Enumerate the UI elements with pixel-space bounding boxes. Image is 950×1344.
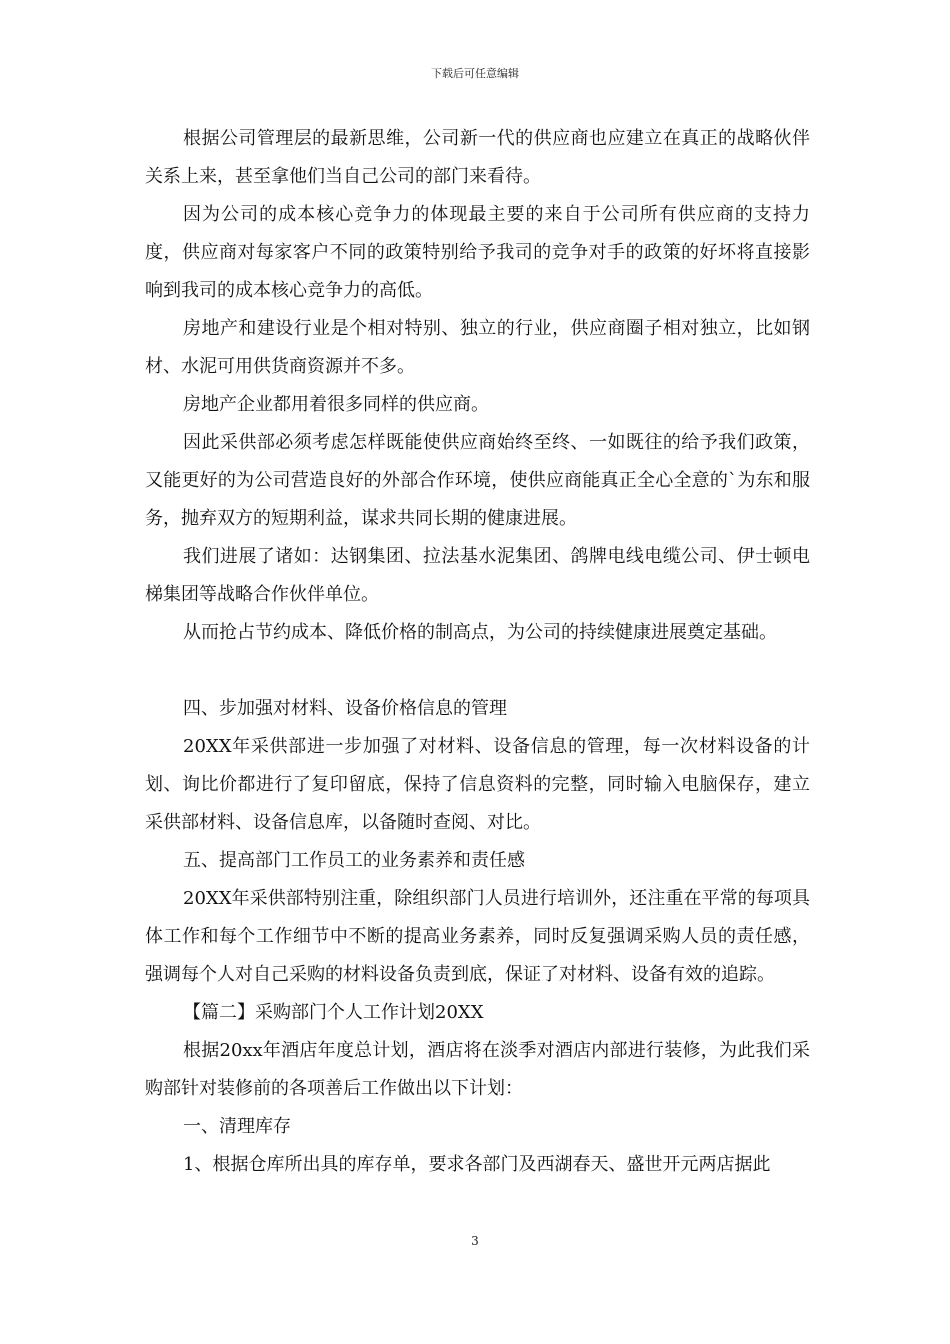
section-heading-1: 一、清理库存 bbox=[183, 1116, 291, 1137]
section-heading-5: 五、提高部门工作员工的业务素养和责任感 bbox=[183, 850, 525, 871]
page-number: 3 bbox=[471, 1234, 479, 1248]
paragraph-4: 房地产企业都用着很多同样的供应商。 bbox=[183, 394, 489, 415]
paragraph-10: 根据20xx年酒店年度总计划，酒店将在淡季对酒店内部进行装修，为此我们采购部针对装修前的各项善后工作做出以下计划： bbox=[145, 1040, 810, 1099]
section-heading-4: 四、步加强对材料、设备价格信息的管理 bbox=[183, 698, 507, 719]
document-body bbox=[145, 120, 810, 1184]
article-heading: 【篇二】采购部门个人工作计划20XX bbox=[183, 1002, 484, 1023]
page-header: 下载后可任意编辑 bbox=[431, 67, 519, 80]
paragraph-1: 根据公司管理层的最新思维，公司新一代的供应商也应建立在真正的战略伙伴关系上来，甚至拿他们当自己公司的部门来看待。 bbox=[145, 128, 810, 187]
paragraph-2: 因为公司的成本核心竞争力的体现最主要的来自于公司所有供应商的支持力度，供应商对每家客户不同的政策特别给予我司的竞争对手的政策的好坏将直接影响到我司的成本核心竞争力的高低。 bbox=[145, 204, 810, 301]
paragraph-9: 20XX年采供部特别注重，除组织部门人员进行培训外，还注重在平常的每项具体工作和每个工作细节中不断的提高业务素养，同时反复强调采购人员的责任感，强调每个人对自己采购的材料设备负责到底，保证了对材料、设备有效的追踪。 bbox=[145, 888, 810, 985]
paragraph-11: 1、根据仓库所出具的库存单，要求各部门及西湖春天、盛世开元两店据此 bbox=[183, 1154, 771, 1175]
blank-line bbox=[145, 652, 810, 690]
paragraph-6: 我们进展了诸如：达钢集团、拉法基水泥集团、鸽牌电线电缆公司、伊士顿电梯集团等战略合作伙伴单位。 bbox=[145, 546, 810, 605]
paragraph-8: 20XX年采供部进一步加强了对材料、设备信息的管理，每一次材料设备的计划、询比价都进行了复印留底，保持了信息资料的完整，同时输入电脑保存，建立采供部材料、设备信息库，以备随时查阅、对比。 bbox=[145, 736, 810, 833]
paragraph-3: 房地产和建设行业是个相对特别、独立的行业，供应商圈子相对独立，比如钢材、水泥可用供货商资源并不多。 bbox=[145, 318, 810, 377]
paragraph-7: 从而抢占节约成本、降低价格的制高点，为公司的持续健康进展奠定基础。 bbox=[183, 622, 777, 643]
paragraph-5: 因此采供部必须考虑怎样既能使供应商始终至终、一如既往的给予我们政策，又能更好的为公司营造良好的外部合作环境，使供应商能真正全心全意的`为东和服务，抛弃双方的短期利益，谋求共同长期的健康进展。 bbox=[145, 432, 810, 529]
